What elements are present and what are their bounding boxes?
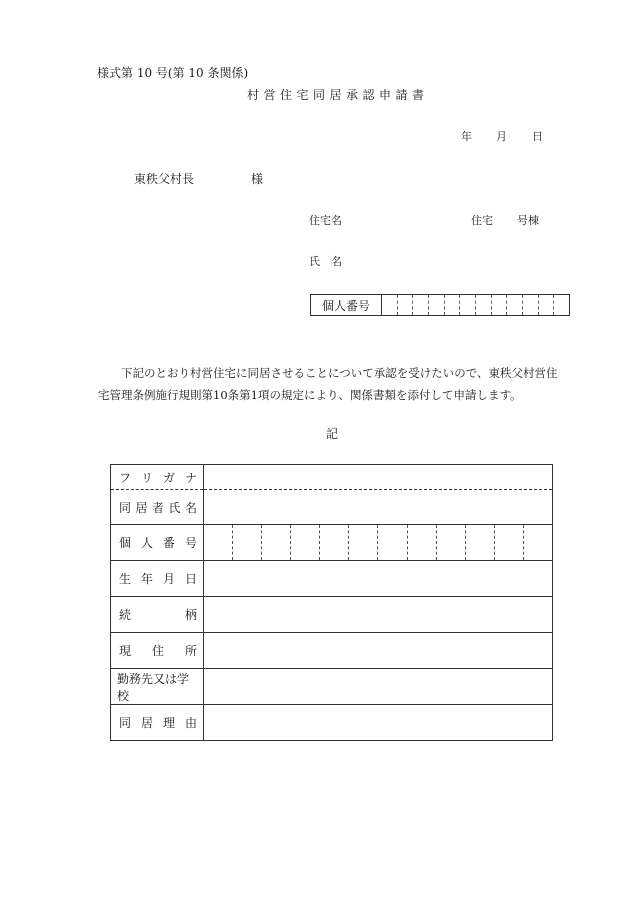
number-cell[interactable] <box>429 295 445 315</box>
addressee-honorific: 様 <box>251 172 264 186</box>
number-cell[interactable] <box>539 295 555 315</box>
form-number: 様式第 10 号(第 10 条関係) <box>97 66 249 80</box>
current-address-label-cell <box>111 633 204 669</box>
reason-label-cell <box>111 705 204 741</box>
applicant-name-label: 氏 名 <box>309 255 342 268</box>
number-cell[interactable] <box>262 525 291 560</box>
cohabitant-name-field[interactable] <box>204 490 553 525</box>
date-day-label: 日 <box>532 130 543 143</box>
number-cell[interactable] <box>378 525 407 560</box>
cohabitant-name-label-cell <box>111 490 204 525</box>
applicant-individual-number-cells[interactable] <box>382 295 569 315</box>
number-cell[interactable] <box>507 295 523 315</box>
statement-line-1: 下記のとおり村営住宅に同居させることについて承認を受けたいので、東秩父村営住 <box>121 366 558 380</box>
addressee-name: 東秩父村長 <box>134 172 195 186</box>
workplace-label-cell <box>111 669 204 705</box>
reason-label: 同 居 理 由 <box>119 716 197 730</box>
workplace-label: 勤務先又は学校 <box>117 671 190 703</box>
statement-line-2: 宅管理条例施行規則第10条第1項の規定により、関係書類を添付して申請します。 <box>98 388 522 402</box>
housing-label: 住宅 <box>471 214 493 227</box>
cohabitant-table <box>110 464 553 741</box>
individual-number-label: 個 人 番 号 <box>119 536 197 550</box>
number-cell[interactable] <box>466 525 495 560</box>
number-cell[interactable] <box>437 525 466 560</box>
number-cell[interactable] <box>524 525 552 560</box>
birth-date-label: 生 年 月 日 <box>119 572 197 586</box>
housing-name-label: 住宅名 <box>309 214 342 227</box>
number-cell[interactable] <box>233 525 262 560</box>
number-cell[interactable] <box>349 525 378 560</box>
number-cell[interactable] <box>445 295 461 315</box>
relationship-label-cell <box>111 597 204 633</box>
ki-heading: 記 <box>326 427 339 441</box>
number-cell[interactable] <box>204 525 233 560</box>
furigana-label: フ リ ガ ナ <box>119 470 197 485</box>
number-cell[interactable] <box>320 525 349 560</box>
reason-field[interactable] <box>204 705 553 741</box>
number-cell[interactable] <box>492 295 508 315</box>
number-cell[interactable] <box>476 295 492 315</box>
number-cell[interactable] <box>291 525 320 560</box>
form-title: 村営住宅同居承認申請書 <box>247 88 429 102</box>
number-cell[interactable] <box>382 295 398 315</box>
relationship-field[interactable] <box>204 597 553 633</box>
date-month-label: 月 <box>496 130 507 143</box>
furigana-label-cell <box>111 465 204 490</box>
number-cell[interactable] <box>554 295 569 315</box>
cohabitant-name-label: 同 居 者 氏 名 <box>119 500 197 515</box>
individual-number-field[interactable] <box>204 525 553 561</box>
furigana-field[interactable] <box>204 465 553 490</box>
date-year-label: 年 <box>461 130 472 143</box>
building-label: 号棟 <box>517 214 539 227</box>
number-cell[interactable] <box>523 295 539 315</box>
number-cell[interactable] <box>495 525 524 560</box>
number-cell[interactable] <box>460 295 476 315</box>
number-cell[interactable] <box>398 295 414 315</box>
application-statement <box>98 362 576 406</box>
current-address-label: 現 住 所 <box>119 644 197 658</box>
applicant-individual-number-label: 個人番号 <box>311 295 382 315</box>
current-address-field[interactable] <box>204 633 553 669</box>
workplace-field[interactable] <box>204 669 553 705</box>
applicant-individual-number-box[interactable] <box>310 294 570 316</box>
number-cell[interactable] <box>408 525 437 560</box>
relationship-label: 続 柄 <box>119 608 197 622</box>
number-cell[interactable] <box>413 295 429 315</box>
individual-number-label-cell <box>111 525 204 561</box>
birth-date-label-cell <box>111 561 204 597</box>
birth-date-field[interactable] <box>204 561 553 597</box>
